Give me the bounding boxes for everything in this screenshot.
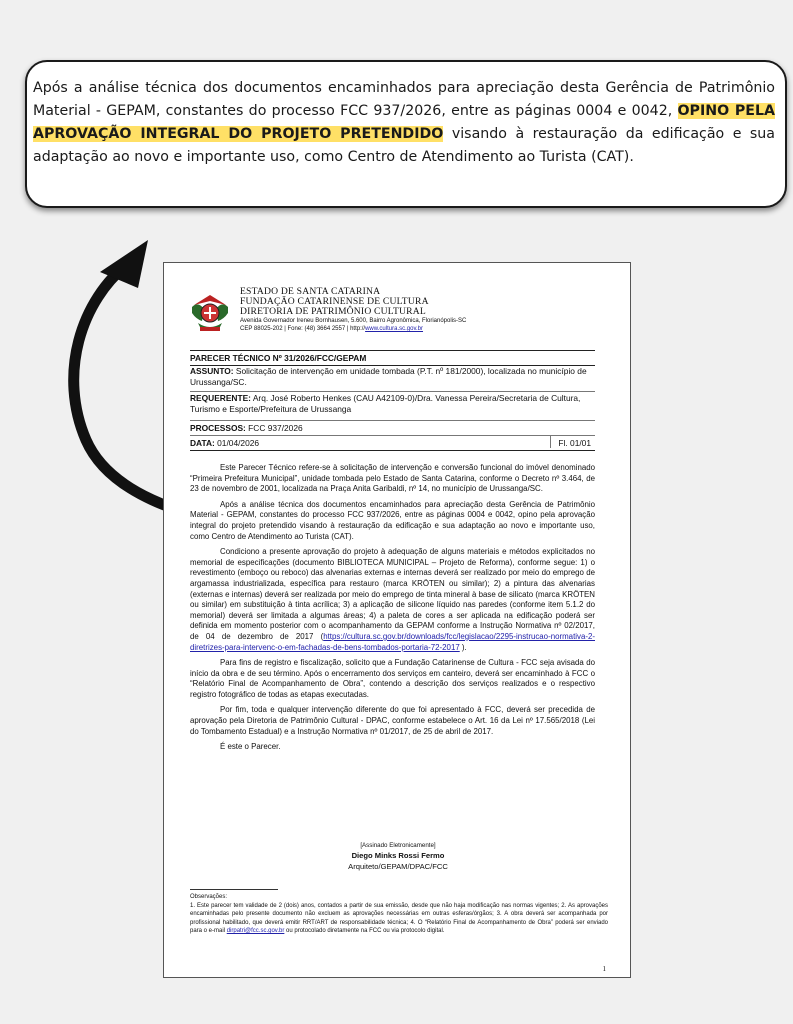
callout-box [25,60,787,208]
folha-separator [550,436,551,448]
processos-row: PROCESSOS: FCC 937/2026 [190,423,303,433]
signer-name: Diego Minks Rossi Fermo [351,851,445,860]
email-link[interactable]: dirpatri@fcc.sc.gov.br [226,928,285,935]
letterhead [190,287,610,347]
letterhead-line-2: FUNDAÇÃO CATARINENSE DE CULTURA [240,296,429,307]
paragraph-6: É este o Parecer. [220,742,281,752]
header-rule-processos [190,435,595,436]
requerente-row: REQUERENTE: Arq. José Roberto Henkes (CAU A42109-0)/Dra. Vanessa Pereira/Secretaria de Cultura, Turismo e Esporte/Prefeitura de Urussanga [190,393,581,414]
paragraph-5: Por fim, toda e qualquer intervenção diferente do que foi apresentado à FCC, deverá ser precedida de aprovação pela Diretoria de Patrimônio Cultural - DPAC, conforme estabelece o Art. 16 da Lei nº 17.565/2018 (Lei do Tombamento Estadual) e a Instrução Normativa nº 01/2017, de 25 de abril de 2017. [190,705,595,736]
header-rule-top [190,350,595,351]
paragraph-3: Condiciono a presente aprovação do projeto à adequação de alguns materiais e métodos explicitados no memorial de especificações (documento BIBLIOTECA MUNICIPAL – Projeto de Reforma), conforme segue: 1) o revestimento (emboço ou reboco) das alvenarias externas e internas deverá ser realizado por meio do emprego de argamassa industrializada, específica para restauro (marca KRÖTEN ou similar); 2) a pintura das alvenarias (externas e internas) deverá ser realizada por meio do emprego de tinta mineral à base de silicato (marca KRÖTEN ou similar) em substituição à tinta acrílica; 3) a aplicação de silicone líquido nas paredes (conforme item 5.1.2 do memorial) deverá ser limitada a algumas áreas; 4) a paleta de cores a ser aplicada na edificação poderá ser definida em momento posterior com o acompanhamento da GEPAM conforme a Instrução Normativa nº 02/2017, de 04 de dezembro de 2017 (https://cultura.sc.gov.br/downloads/fcc/legislacao/2295-instrucao-normativa-2-diretrizes-para-intervenc-o-em-fachadas-de-bens-tombados-portaria-72-2017 ). [190,547,595,652]
data-row: DATA: 01/04/2026 Fl. 01/01 [190,438,591,448]
letterhead-text [240,287,466,333]
observations-heading: Observações: [190,894,228,900]
instrucao-normativa-link[interactable]: https://cultura.sc.gov.br/downloads/fcc/legislacao/2295-instrucao-normativa-2-diretrizes-para-intervenc-o-em-fachadas-de-bens-tombados-portaria-72-2017 [190,631,595,652]
callout-text-after: visando à restauração da edificação e sua adaptação ao novo e importante uso, como Centro de Atendimento ao Turista (CAT). [33,126,775,165]
paragraph-4: Para fins de registro e fiscalização, solicito que a Fundação Catarinense de Cultura - FCC seja avisada do início da obra e de seu término. Após o encerramento dos serviços em canteiro, deverá ser encaminhado à FCC o “Relatório Final de Acompanhamento de Obra”, contendo a descrição dos serviços realizados e o respectivo registro fotográfico de todas as etapas executadas. [190,658,595,699]
letterhead-address: Avenida Governador Ireneu Bornhausen, 5.600, Bairro Agronômica, Florianópolis-SC [240,318,467,324]
signer-role: Arquiteto/GEPAM/DPAC/FCC [348,862,448,871]
document-body [190,463,595,758]
letterhead-contact: CEP 88025-202 | Fone: (48) 3664 2557 | http://www.cultura.sc.gov.br [240,326,424,332]
callout-text-before: Após a análise técnica dos documentos encaminhados para apreciação desta Gerência de Patrimônio Material - GEPAM, constantes do processo FCC 937/2026, entre as páginas 0004 e 0042, [33,80,775,119]
observations-text: 1. Este parecer tem validade de 2 (dois) anos, contados a partir de sua emissão, desde que não haja modificação nas normas vigentes; 2. As aprovações encaminhadas pelo presente documento não excluem as aprovações necessárias em outras esferas/órgãos; 3. A obra deverá ser acompanhada por profissional habilitado, que deverá emitir RRT/ART de responsabilidade técnica; 4. O “Relatório Final de Acompanhamento de Obra” poderá ser enviado para o e-mail dirpatri@fcc.sc.gov.br ou protocolado diretamente na FCC ou via protocolo digital. [190,902,608,935]
header-rule-bottom [190,450,595,451]
header-rule-assunto [190,391,595,392]
assunto-row: ASSUNTO: Solicitação de intervenção em unidade tombada (P.T. nº 181/2000), localizada no município de Urussanga/SC. [190,366,587,387]
arrow-head [100,240,148,288]
document-page [163,262,631,978]
observations [190,893,608,936]
callout-highlight: OPINO PELA APROVAÇÃO INTEGRAL DO PROJETO PRETENDIDO [33,103,775,142]
header-rule-requerente [190,420,595,421]
letterhead-line-3: DIRETORIA DE PATRIMÔNIO CULTURAL [240,306,426,317]
letterhead-website-link[interactable]: www.cultura.sc.gov.br [365,326,424,332]
folha-number: Fl. 01/01 [558,438,591,448]
callout-text [33,77,775,169]
state-coat-of-arms-icon [190,291,230,335]
paragraph-1: Este Parecer Técnico refere-se à solicitação de intervenção e conversão funcional do imóvel denominado “Primeira Prefeitura Municipal”, unidade tombada pelo Estado de Santa Catarina, conforme o Decreto nº 3.464, de 23 de novembro de 2001, localizada na Praça Anita Garibaldi, nº 14, no município de Urussanga/SC. [190,463,595,494]
paragraph-2: Após a análise técnica dos documentos encaminhados para apreciação desta Gerência de Patrimônio Material - GEPAM, constantes do processo FCC 937/2026, entre as páginas 0004 e 0042, opino pela aprovação integral do projeto pretendido visando à restauração da edificação e sua adaptação ao novo e importante uso, como Centro de Atendimento ao Turista (CAT). [190,499,595,541]
signed-electronically: [Assinado Eletronicamente] [360,842,436,849]
parecer-title: PARECER TÉCNICO Nº 31/2026/FCC/GEPAM [190,353,367,363]
signature-block [164,841,632,872]
page-number: 1 [602,965,606,973]
letterhead-line-1: ESTADO DE SANTA CATARINA [240,286,381,297]
notes-rule [190,889,278,890]
